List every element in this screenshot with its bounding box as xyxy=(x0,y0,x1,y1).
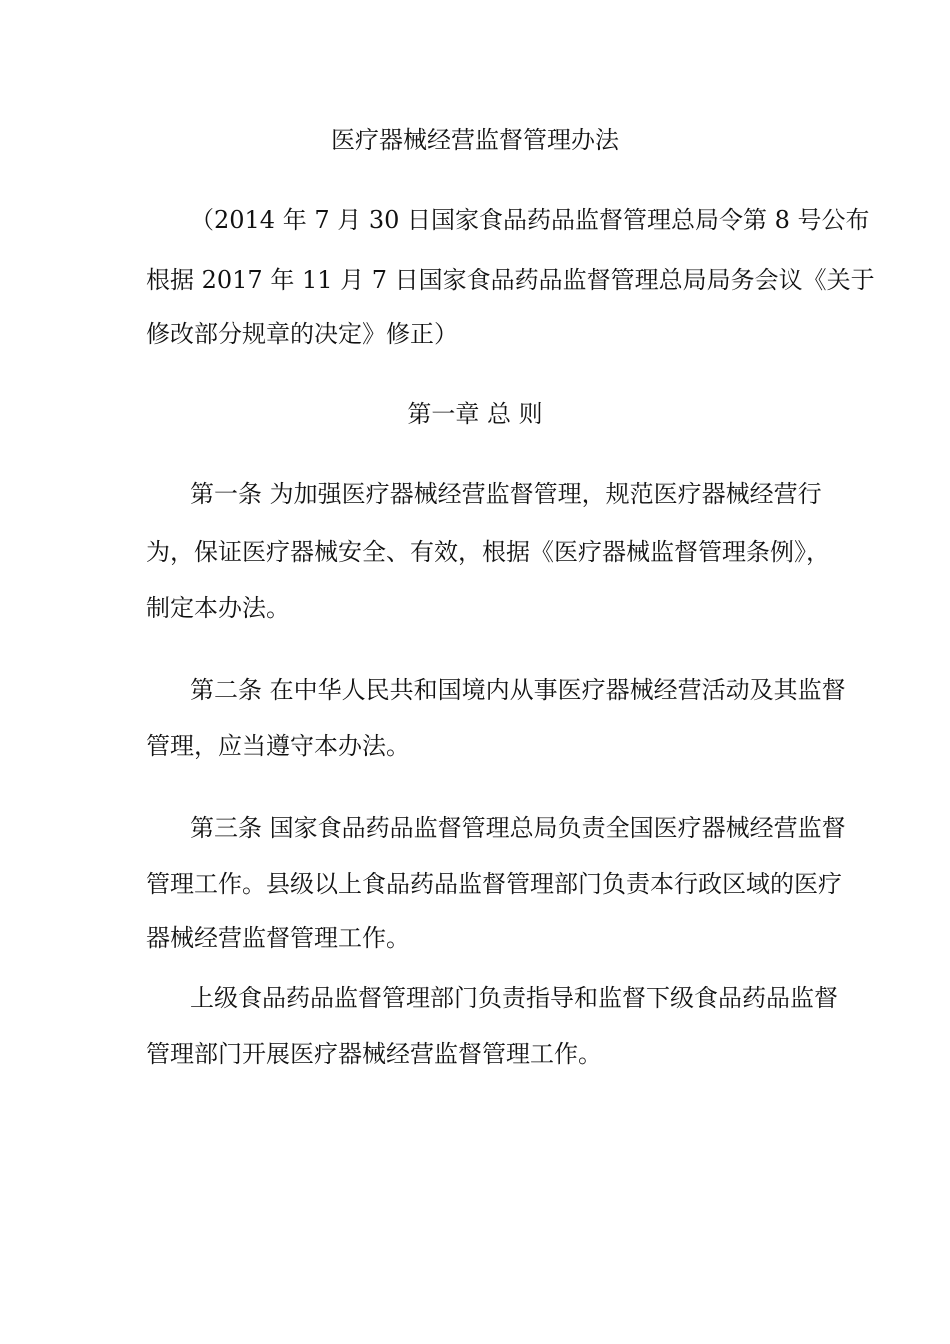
article-1-line-2: 为，保证医疗器械安全、有效，根据《医疗器械监督管理条例》， xyxy=(146,538,830,566)
chapter-title: 第一章 总 则 xyxy=(407,400,543,428)
article-3-line-2: 管理工作。县级以上食品药品监督管理部门负责本行政区域的医疗 xyxy=(146,870,842,898)
article-2-line-1: 第二条 在中华人民共和国境内从事医疗器械经营活动及其监督 xyxy=(190,676,846,704)
preamble-line-2: 根据 2017 年 11 月 7 日国家食品药品监督管理总局局务会议《关于 xyxy=(146,266,875,294)
document-title: 医疗器械经营监督管理办法 xyxy=(331,126,619,154)
article-1-line-3: 制定本办法。 xyxy=(146,594,290,622)
article-3-line-3: 器械经营监督管理工作。 xyxy=(146,924,410,952)
article-2-line-2: 管理，应当遵守本办法。 xyxy=(146,732,410,760)
preamble-line-1: （2014 年 7 月 30 日国家食品药品监督管理总局令第 8 号公布 xyxy=(190,206,870,234)
article-3-line-1: 第三条 国家食品药品监督管理总局负责全国医疗器械经营监督 xyxy=(190,814,846,842)
preamble-line-3: 修改部分规章的决定》修正） xyxy=(146,320,458,348)
article-3-paragraph-2-line-2: 管理部门开展医疗器械经营监督管理工作。 xyxy=(146,1040,602,1068)
article-1-line-1: 第一条 为加强医疗器械经营监督管理，规范医疗器械经营行 xyxy=(190,480,822,508)
article-3-paragraph-2-line-1: 上级食品药品监督管理部门负责指导和监督下级食品药品监督 xyxy=(190,984,838,1012)
